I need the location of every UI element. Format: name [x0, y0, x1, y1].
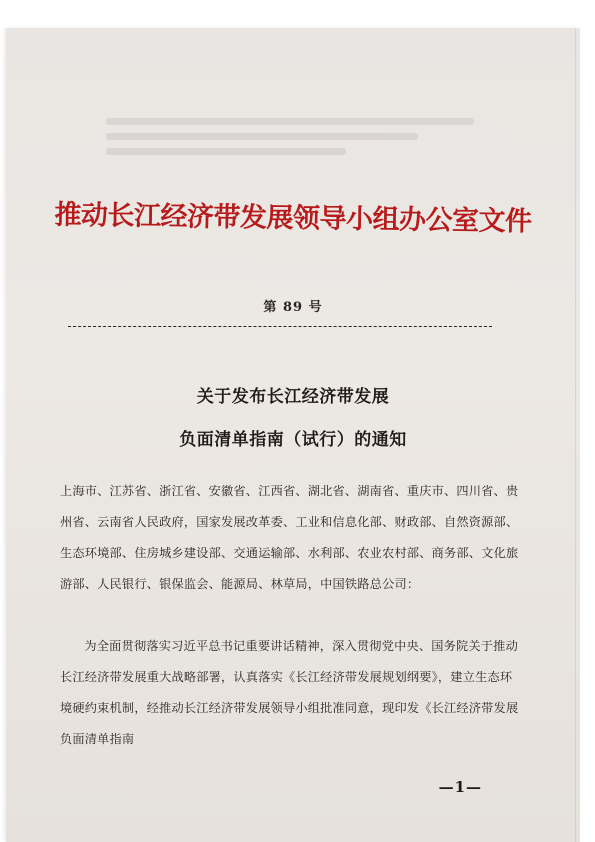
notice-title-line-1: 关于发布长江经济带发展 — [196, 387, 390, 407]
document-number: 第 89 号 — [263, 300, 323, 315]
document-page — [6, 28, 580, 842]
body-paragraph: 为全面贯彻落实习近平总书记重要讲话精神，深入贯彻党中央、国务院关于推动长江经济带发展重大战略部署，认真落实《长江经济带发展规划纲要》，建立生态环境硬约束机制，经推动长江经济带发展领导小组批准同意，现印发《长江经济带发展负面清单指南 — [60, 639, 519, 746]
notice-title-line-2: 负面清单指南（试行）的通知 — [179, 430, 407, 450]
recipients-list: 上海市、江苏省、浙江省、安徽省、江西省、湖北省、湖南省、重庆市、四川省、贵州省、云南省人民政府，国家发展改革委、工业和信息化部、财政部、自然资源部、生态环境部、住房城乡建设部、交通运输部、水利部、农业农村部、商务部、文化旅游部、人民银行、银保监会、能源局、林草局，中国铁路总公司： — [60, 484, 519, 591]
document-header-title: 推动长江经济带发展领导小组办公室文件 — [54, 199, 532, 238]
header-divider — [68, 326, 492, 328]
show-through-text — [106, 110, 506, 170]
page-number: —1— — [438, 778, 482, 796]
